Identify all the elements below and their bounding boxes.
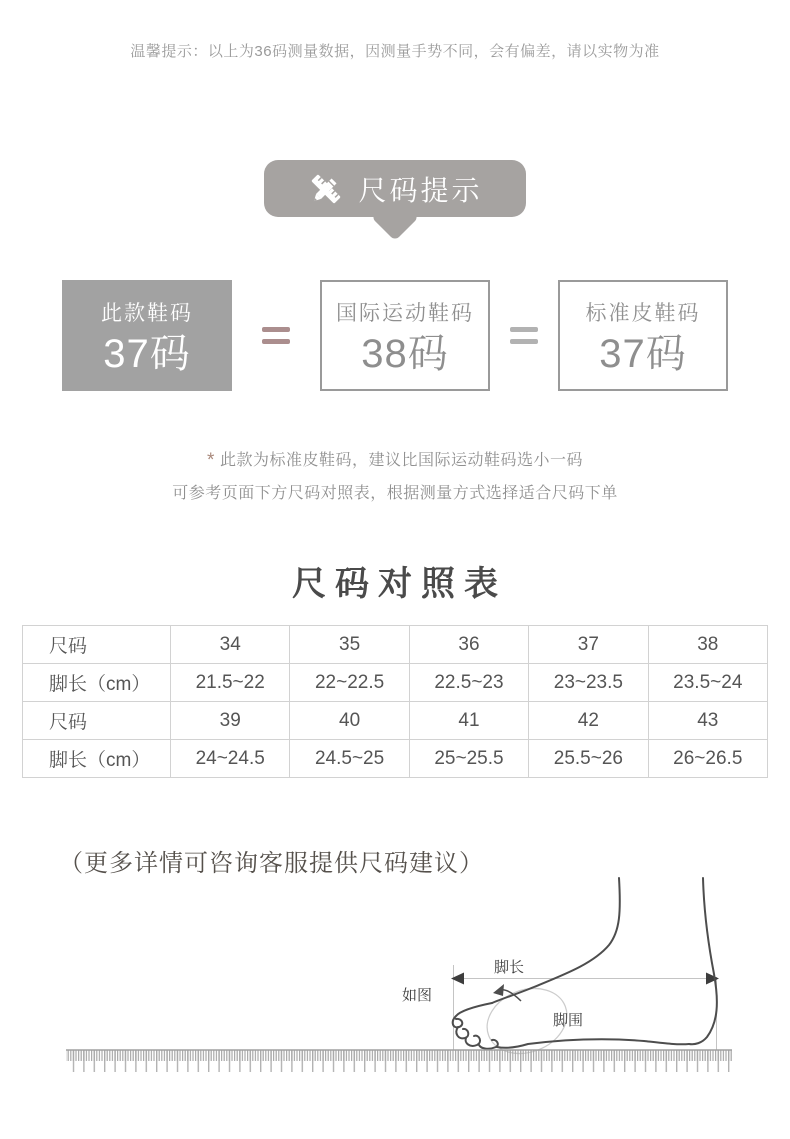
table-cell: 36 <box>409 626 528 664</box>
size-chart-title: 尺码对照表 <box>292 565 507 603</box>
row-label: 尺码 <box>23 626 171 664</box>
as-shown-label: 如图 <box>402 987 433 1004</box>
row-label: 尺码 <box>23 702 171 740</box>
table-cell: 43 <box>648 702 767 740</box>
table-cell: 38 <box>648 626 767 664</box>
size-note <box>0 444 790 510</box>
equals-sign <box>510 327 538 344</box>
table-cell: 21.5~22 <box>171 664 290 702</box>
arrowhead-left <box>451 973 464 985</box>
table-cell: 26~26.5 <box>648 740 767 778</box>
ruler-pencil-icon <box>307 170 345 208</box>
foot-outline <box>453 878 717 1049</box>
table-row <box>23 740 768 778</box>
table-cell: 34 <box>171 626 290 664</box>
girth-arrowhead <box>493 984 504 996</box>
row-label: 脚长（cm） <box>23 740 171 778</box>
table-cell: 40 <box>290 702 409 740</box>
note-text-1: 此款为标准皮鞋码，建议比国际运动鞋码选小一码 <box>219 452 583 469</box>
note-line-2: 可参考页面下方尺码对照表，根据测量方式选择适合尺码下单 <box>172 485 618 502</box>
standard-leather-size-box <box>558 280 728 391</box>
table-row <box>23 664 768 702</box>
table-cell: 22.5~23 <box>409 664 528 702</box>
size-box-value: 37码 <box>599 332 687 376</box>
size-box-label: 标准皮鞋码 <box>585 302 701 325</box>
size-box-value: 38码 <box>361 332 449 376</box>
foot-measure-diagram <box>0 870 790 1139</box>
equals-sign <box>262 327 290 344</box>
note-line-1 <box>0 444 790 477</box>
table-cell: 25~25.5 <box>409 740 528 778</box>
arrowhead-right <box>706 973 719 985</box>
row-label: 脚长（cm） <box>23 664 171 702</box>
ruler <box>66 1050 732 1072</box>
table-cell: 41 <box>409 702 528 740</box>
table-cell: 35 <box>290 626 409 664</box>
table-row <box>23 702 768 740</box>
asterisk-marker: * <box>207 450 215 471</box>
size-box-value: 37码 <box>103 332 191 376</box>
table-cell: 23~23.5 <box>529 664 648 702</box>
size-box-label: 国际运动鞋码 <box>336 302 474 325</box>
table-cell: 37 <box>529 626 648 664</box>
foot-length-label: 脚长 <box>494 959 525 976</box>
table-cell: 39 <box>171 702 290 740</box>
measure-disclaimer: 温馨提示：以上为36码测量数据，因测量手势不同，会有偏差，请以实物为准 <box>130 43 660 60</box>
table-cell: 24~24.5 <box>171 740 290 778</box>
table-cell: 22~22.5 <box>290 664 409 702</box>
size-conversion-row <box>0 280 790 391</box>
table-cell: 24.5~25 <box>290 740 409 778</box>
table-row <box>23 626 768 664</box>
size-tip-badge-section <box>0 160 790 245</box>
size-chart-table <box>22 625 768 778</box>
size-tip-badge <box>264 160 526 217</box>
this-shoe-size-box <box>62 280 232 391</box>
size-box-label: 此款鞋码 <box>101 302 193 325</box>
foot-girth-label: 脚围 <box>553 1012 584 1029</box>
intl-sport-size-box <box>320 280 490 391</box>
table-cell: 25.5~26 <box>529 740 648 778</box>
size-tip-badge-label: 尺码提示 <box>358 174 483 206</box>
service-tip: （更多详情可咨询客服提供尺码建议） <box>59 850 484 877</box>
table-cell: 23.5~24 <box>648 664 767 702</box>
measure-guides <box>454 965 717 1050</box>
table-cell: 42 <box>529 702 648 740</box>
